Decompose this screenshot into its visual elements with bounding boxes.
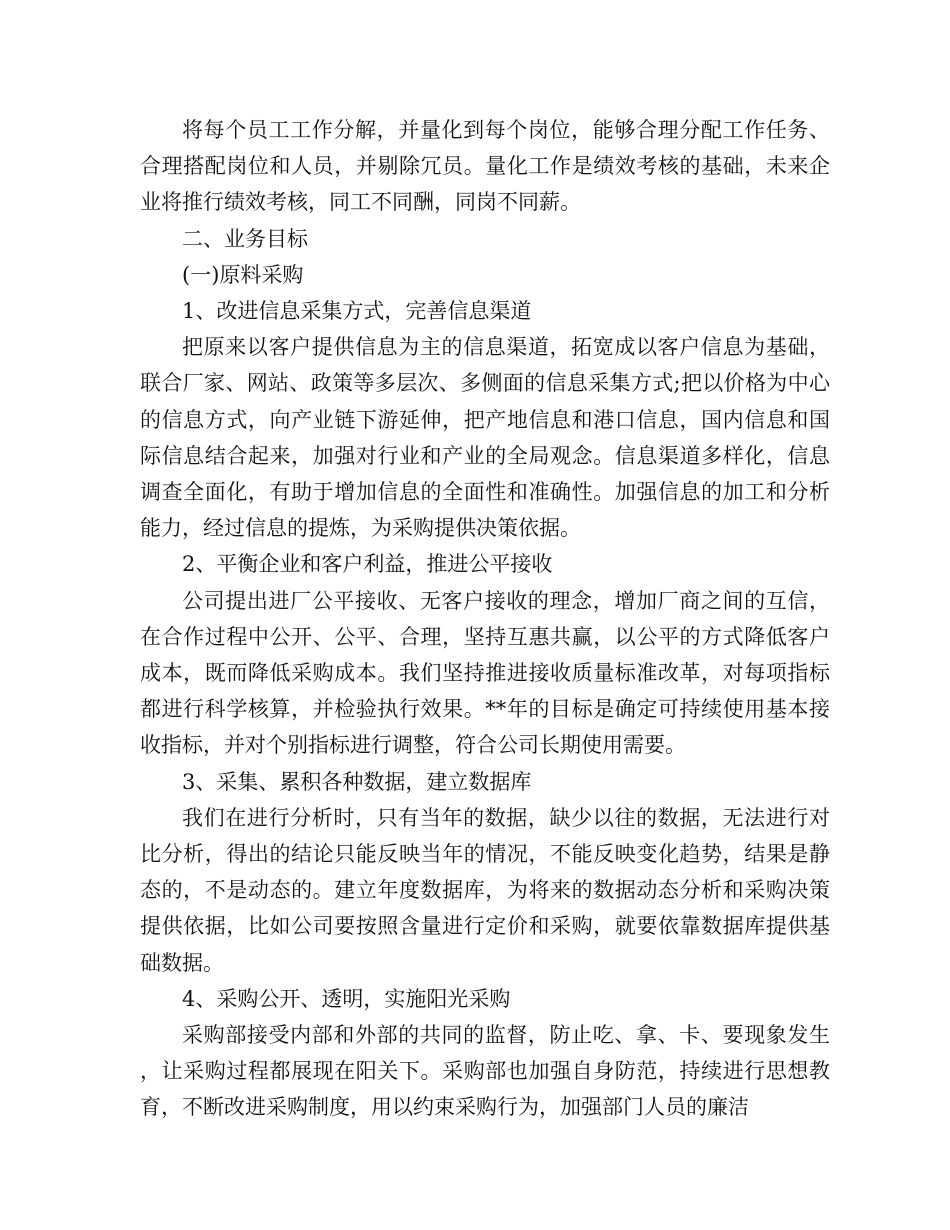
heading-raw-material-purchasing: (一)原料采购 <box>182 262 304 287</box>
document-page <box>140 112 830 1126</box>
paragraph-fair-acceptance: 公司提出进厂公平接收、无客户接收的理念，增加厂商之间的互信，在合作过程中公开、公平、合理，坚持互惠共赢，以公平的方式降低客户成本，既而降低采购成本。我们坚持推进接收质量标准改革，对每项指标都进行科学核算，并检验执行效果。**年的目标是确定可持续使用基本接收指标，并对个别指标进行调整，符合公司长期使用需要。 <box>140 588 830 758</box>
heading-item-3: 3、采集、累积各种数据，建立数据库 <box>182 769 532 794</box>
heading-item-1: 1、改进信息采集方式，完善信息渠道 <box>182 299 532 324</box>
heading-business-goals: 二、业务目标 <box>182 226 308 251</box>
paragraph-information-channels: 把原来以客户提供信息为主的信息渠道，拓宽成以客户信息为基础，联合厂家、网站、政策等多层次、多侧面的信息采集方式;把以价格为中心的信息方式，向产业链下游延伸，把产地信息和港口信息，国内信息和国际信息结合起来，加强对行业和产业的全局观念。信息渠道多样化，信息调查全面化，有助于增加信息的全面性和准确性。加强信息的加工和分析能力，经过信息的提炼，为采购提供决策依据。 <box>140 335 830 541</box>
heading-item-2: 2、平衡企业和客户利益，推进公平接收 <box>182 552 553 577</box>
paragraph-staff-quantification: 将每个员工工作分解，并量化到每个岗位，能够合理分配工作任务、合理搭配岗位和人员，并剔除冗员。量化工作是绩效考核的基础，未来企业将推行绩效考核，同工不同酬，同岗不同薪。 <box>140 118 830 215</box>
paragraph-database: 我们在进行分析时，只有当年的数据，缺少以往的数据，无法进行对比分析，得出的结论只能反映当年的情况，不能反映变化趋势，结果是静态的，不是动态的。建立年度数据库，为将来的数据动态分析和采购决策提供依据，比如公司要按照含量进行定价和采购，就要依靠数据库提供基础数据。 <box>140 805 830 975</box>
heading-item-4: 4、采购公开、透明，实施阳光采购 <box>182 986 511 1011</box>
paragraph-transparent-purchasing: 采购部接受内部和外部的共同的监督，防止吃、拿、卡、要现象发生，让采购过程都展现在阳关下。采购部也加强自身防范，持续进行思想教育，不断改进采购制度，用以约束采购行为，加强部门人员的廉洁 <box>140 1023 830 1120</box>
